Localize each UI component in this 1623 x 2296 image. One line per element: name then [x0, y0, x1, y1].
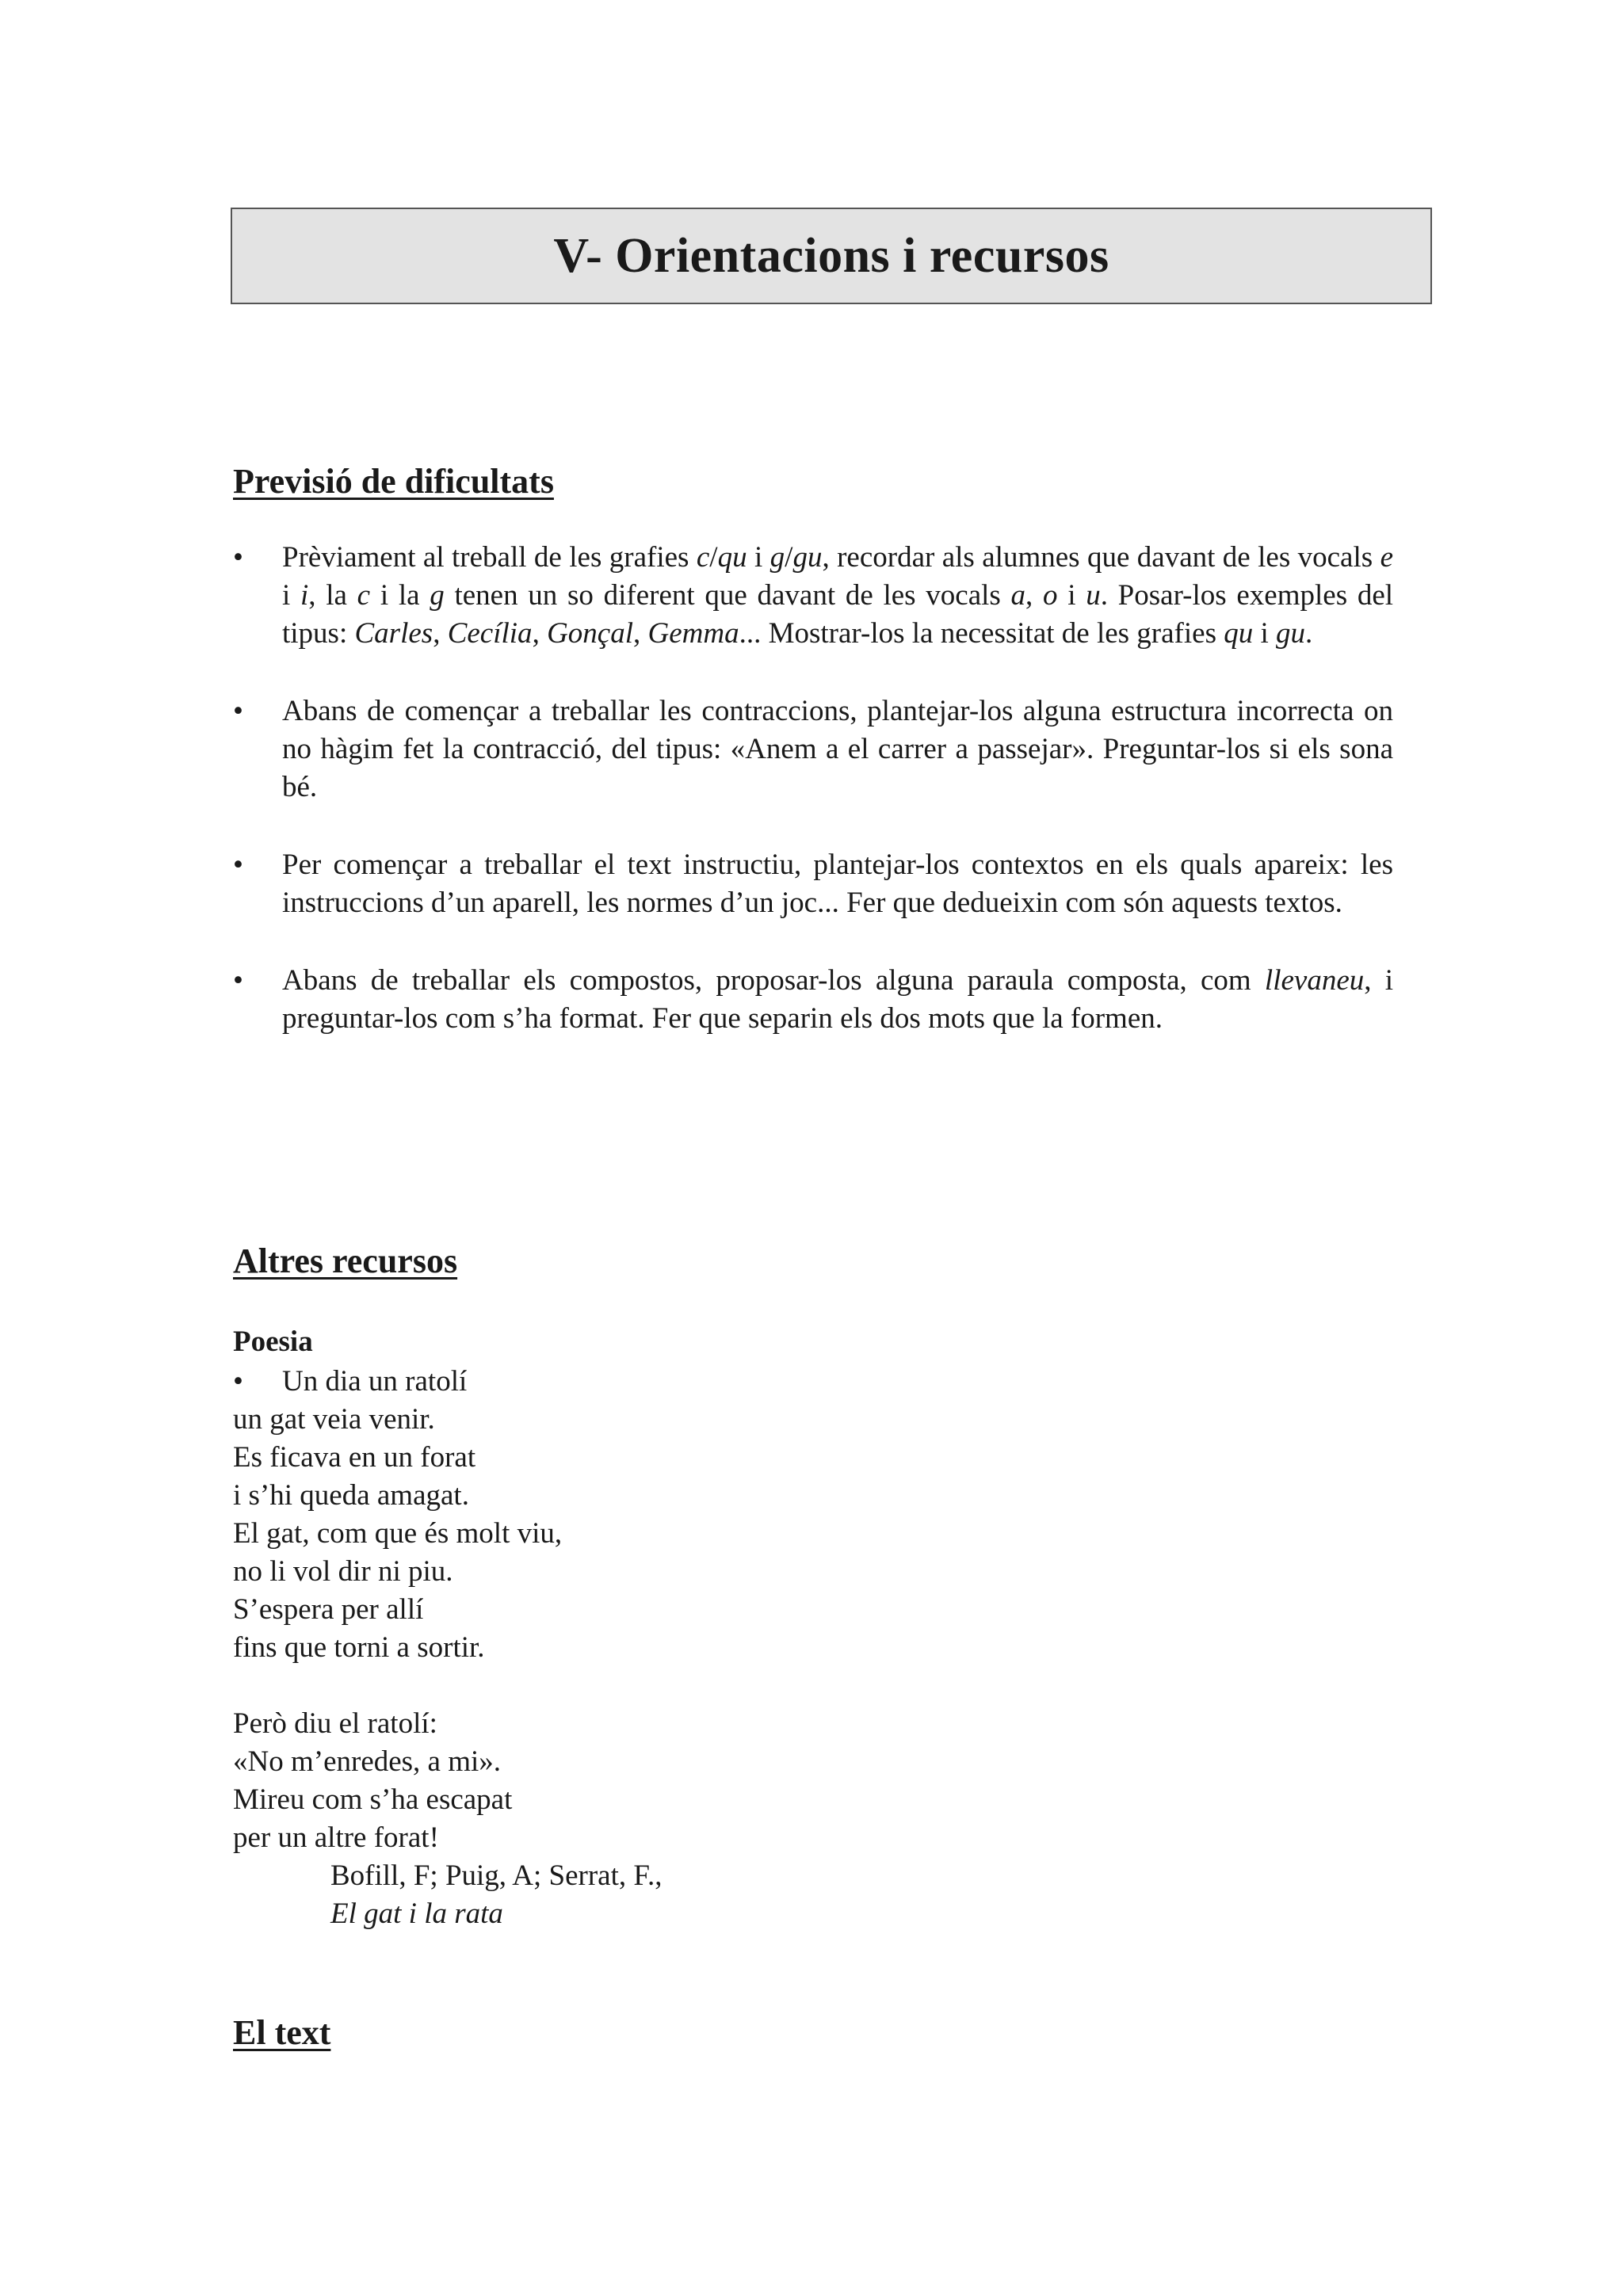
bullet-icon: •: [233, 695, 243, 727]
poem-line: per un altre forat!: [233, 1821, 439, 1854]
bullet-text: Prèviament al treball de les grafies c/qu i g/gu, recordar als alumnes que davant de les vocals e i i, la c i la g tenen un so diferent que davant de les vocals a, o i u. Posar-los exemples del tipus: Carles, Cecília, Gonçal, Gemma... Mostrar-los la necessitat de les grafies qu i gu.: [282, 541, 1394, 650]
chapter-title-box: [231, 208, 1432, 304]
poem-line: Però diu el ratolí:: [233, 1707, 437, 1740]
poem-credit-title: El gat i la rata: [330, 1897, 503, 1930]
bullet-icon: •: [233, 849, 243, 881]
bullet-text: Abans de treballar els compostos, proposar-los alguna paraula composta, com llevaneu, i preguntar-los com s’ha format. Fer que separin els dos mots que la formen.: [282, 964, 1393, 1035]
section-heading-previsio: Previsió de dificultats: [233, 462, 554, 501]
list-item: [233, 846, 1393, 922]
subheading-poesia: Poesia: [233, 1325, 313, 1358]
poem-line: Es ficava en un forat: [233, 1441, 476, 1474]
chapter-title: V- Orientacions i recursos: [553, 228, 1109, 283]
poem-line: [233, 1363, 662, 1401]
section-heading-altres: Altres recursos: [233, 1241, 458, 1280]
poem-line-text: Un dia un ratolí: [282, 1365, 468, 1398]
bullet-text: Abans de començar a treballar les contraccions, plantejar-los alguna estructura incorrecta on no hàgim fet la contracció, del tipus: «Anem a el carrer a passejar». Preguntar-los si els sona bé.: [282, 695, 1393, 803]
list-item: [233, 962, 1393, 1038]
stanza-gap: [233, 1667, 662, 1705]
poem: [233, 1363, 662, 1933]
bullet-icon: •: [233, 964, 243, 997]
difficulties-list: [233, 539, 1393, 1077]
poem-line: un gat veia venir.: [233, 1403, 435, 1436]
bullet-text: Per començar a treballar el text instructiu, plantejar-los contextos en els quals apareix: les instruccions d’un aparell, les normes d’un joc... Fer que dedueixin com són aquests textos.: [282, 849, 1393, 919]
poem-line: El gat, com que és molt viu,: [233, 1517, 563, 1550]
poem-line: i s’hi queda amagat.: [233, 1479, 469, 1512]
poem-line: S’espera per allí: [233, 1593, 424, 1626]
poem-line: Mireu com s’ha escapat: [233, 1783, 513, 1816]
bullet-icon: •: [233, 1365, 243, 1398]
section-heading-el-text: El text: [233, 2013, 331, 2052]
poem-line: no li vol dir ni piu.: [233, 1555, 453, 1588]
list-item: [233, 539, 1393, 653]
poem-line: «No m’enredes, a mi».: [233, 1745, 502, 1778]
poem-line: fins que torni a sortir.: [233, 1631, 485, 1664]
bullet-icon: •: [233, 541, 243, 574]
list-item: [233, 692, 1393, 807]
poem-credit-authors: Bofill, F; Puig, A; Serrat, F.,: [330, 1859, 663, 1892]
